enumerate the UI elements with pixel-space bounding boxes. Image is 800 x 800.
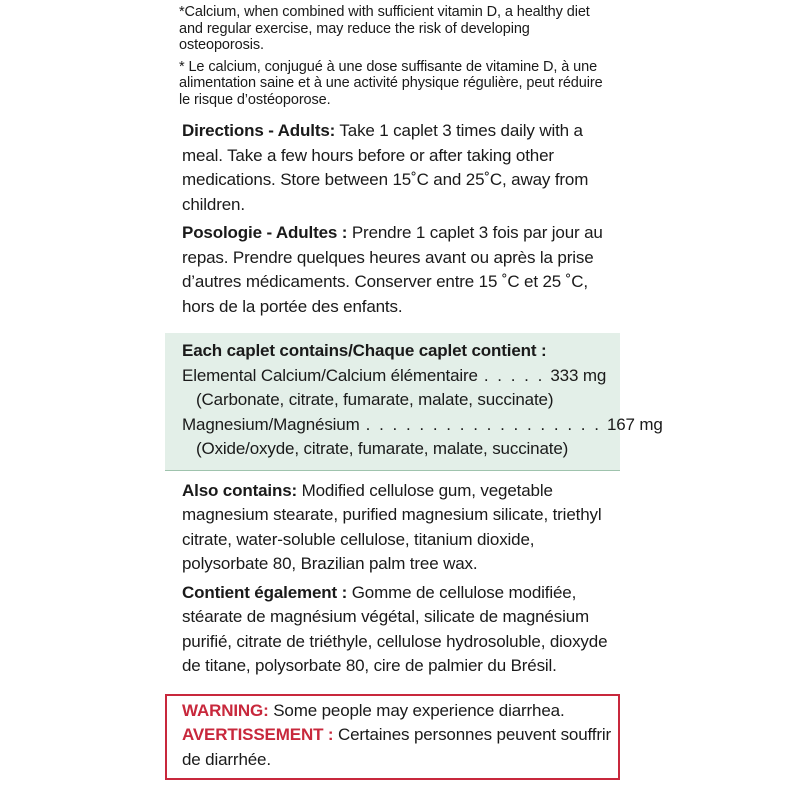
leader-dots: . . . . . . . . . . . . . . . . . . — [365, 414, 601, 434]
directions-fr-label: Posologie - Adultes : — [182, 223, 348, 242]
leader-dots: . . . . . — [483, 365, 545, 385]
also-contains-en — [165, 479, 620, 577]
ingredient-name: Elemental Calcium/Calcium élémentaire — [182, 365, 478, 385]
label-panel — [165, 0, 663, 800]
divider — [165, 470, 620, 471]
ingredient-sources: (Oxide/oxyde, citrate, fumarate, malate, succinate) — [196, 439, 569, 458]
also-contains-fr-label: Contient également : — [182, 582, 348, 602]
warning-fr-label: AVERTISSEMENT : — [182, 725, 334, 744]
directions-en-text: Take 1 caplet 3 times daily with a meal. Take a few hours before or after taking other medications. Store between 15˚C and 25˚C, away from children. — [182, 121, 589, 214]
ingredient-row — [182, 364, 614, 389]
warning-en — [182, 699, 612, 724]
ingredient-row — [182, 413, 663, 438]
warning-en-label: WARNING: — [182, 700, 269, 720]
ingredients-box — [165, 333, 663, 470]
directions-fr-text: Prendre 1 caplet 3 fois par jour au repas. Prendre quelques heures avant ou après la prise d’autres médicaments. Conserver entre 15 ˚C et 25 ˚C, hors de la portée des enfants. — [182, 223, 603, 316]
warning-box — [165, 694, 620, 781]
ingredients-heading: Each caplet contains/Chaque caplet contient : — [182, 341, 547, 360]
also-contains-en-text: Modified cellulose gum, vegetable magnesium stearate, purified magnesium silicate, triethyl citrate, water-soluble cellulose, titanium dioxide, polysorbate 80, Brazilian palm tree wax. — [182, 480, 602, 573]
also-contains-fr — [165, 581, 620, 679]
directions-fr — [165, 221, 620, 319]
health-claim-en: *Calcium, when combined with sufficient vitamin D, a healthy diet and regular exercise, may reduce the risk of developing osteoporosis. — [179, 4, 590, 53]
health-claim-fr: * Le calcium, conjugué à une dose suffisante de vitamine D, à une alimentation saine et à une activité physique régulière, peut réduire le risque d’ostéoporose. — [179, 58, 603, 108]
ingredient-sources: (Carbonate, citrate, fumarate, malate, succinate) — [196, 390, 554, 409]
ingredient-amount: 333 mg — [550, 365, 607, 385]
directions-en — [165, 119, 620, 217]
directions-en-label: Directions - Adults: — [182, 121, 336, 140]
ingredient-amount: 167 mg — [606, 414, 663, 434]
warning-fr-text: Certaines personnes peuvent souffrir de diarrhée. — [182, 725, 612, 769]
warning-fr — [182, 723, 612, 772]
ingredient-name: Magnesium/Magnésium — [182, 414, 360, 434]
warning-en-text: Some people may experience diarrhea. — [268, 700, 565, 720]
also-contains-fr-text: Gomme de cellulose modifiée, stéarate de magnésium végétal, silicate de magnésium purifié, citrate de triéthyle, cellulose hydrosoluble, dioxyde de titane, polysorbate 80, cire de palmier du Brésil. — [182, 582, 608, 675]
also-contains-en-label: Also contains: — [182, 480, 298, 500]
